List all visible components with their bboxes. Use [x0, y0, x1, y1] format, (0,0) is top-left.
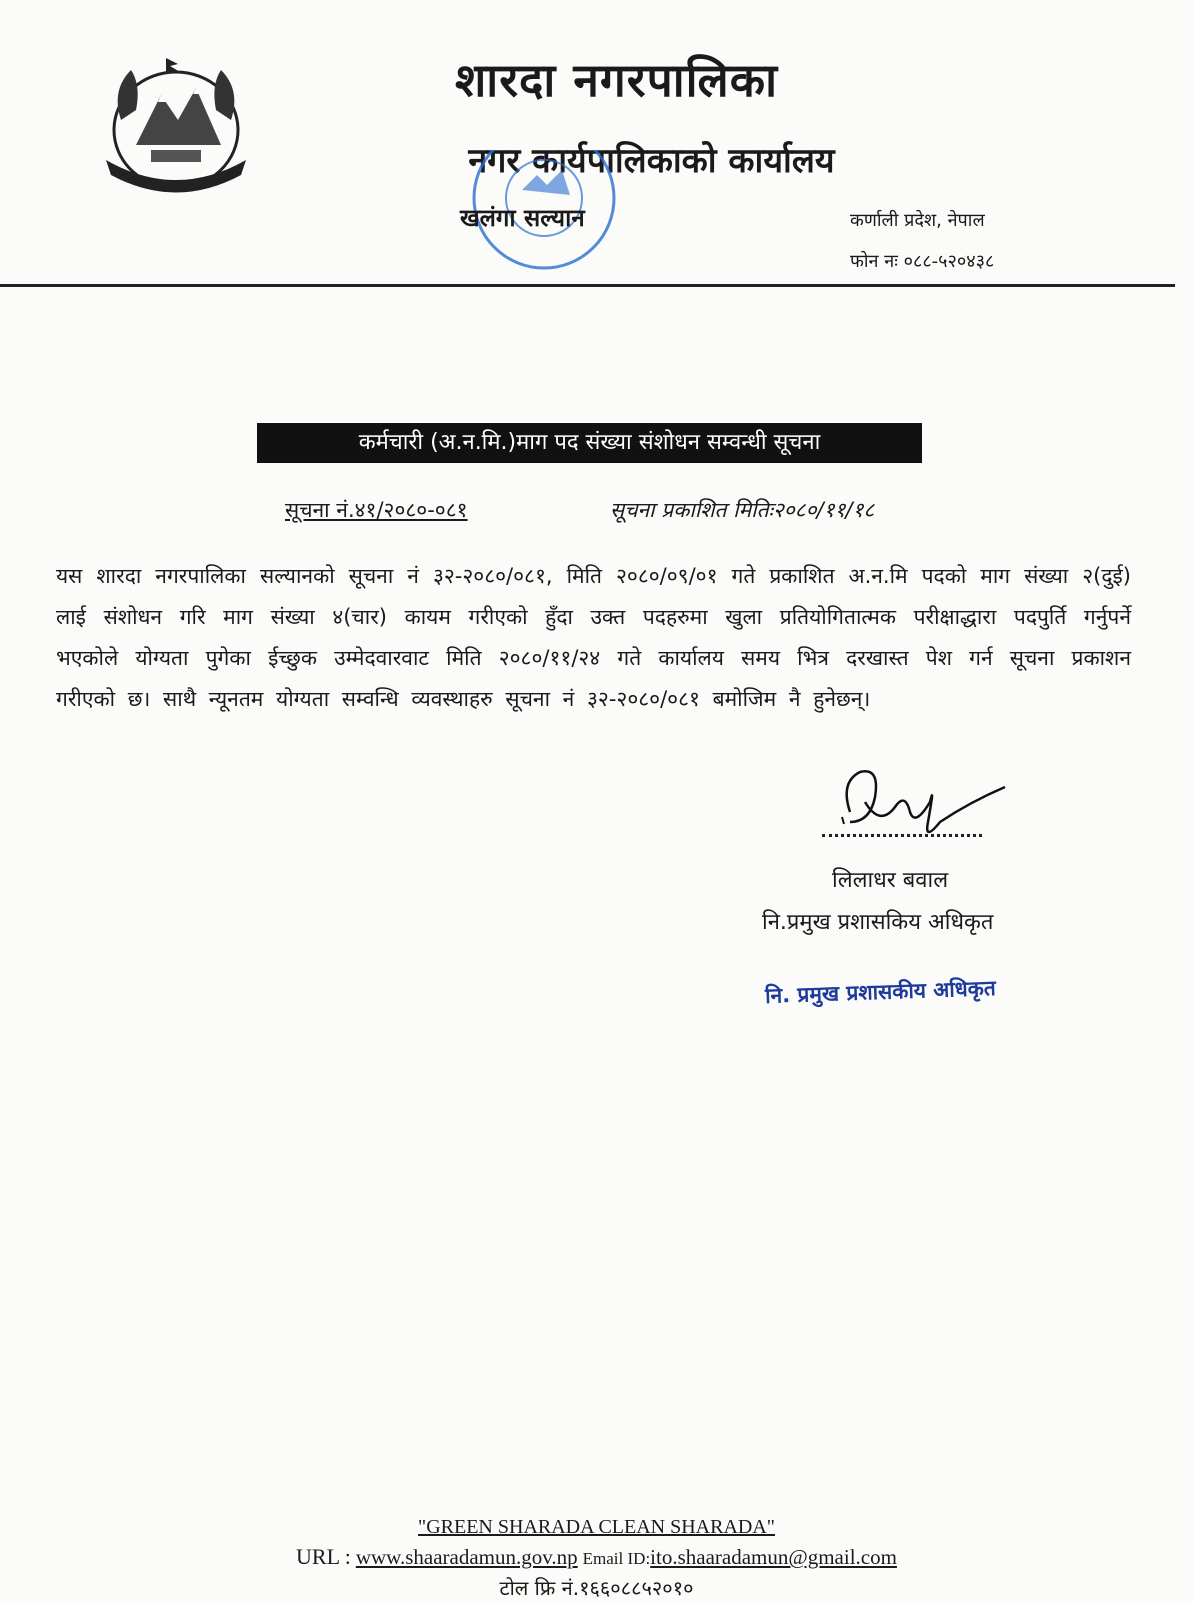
notice-subject: कर्मचारी (अ.न.मि.)माग पद संख्या संशोधन सम्वन्धी सूचना [257, 423, 922, 463]
office-title: नगर कार्यपालिकाको कार्यालय [468, 141, 835, 181]
phone-text: फोन नः ०८८-५२०४३८ [850, 251, 995, 272]
province-text: कर्णाली प्रदेश, नेपाल [850, 210, 985, 231]
notice-published-date: सूचना प्रकाशित मितिः२०८०/११/१८ [610, 498, 875, 522]
notice-number: सूचना नं.४१/२०८०-०८१ [285, 498, 468, 522]
url-label: URL : [296, 1544, 351, 1569]
notice-body: यस शारदा नगरपालिका सल्यानको सूचना नं ३२-२०८०/०८१, मिति २०८०/०९/०१ गते प्रकाशित अ.न.मि पदको माग संख्या २(दुई) लाई संशोधन गरि माग संख्या ४(चार) कायम गरीएको हुँदा उक्त पदहरुमा खुला प्रतियोगितात्मक परीक्षाद्धारा पदपुर्ति गर्नुपर्ने भएकोले योग्यता पुगेका ईच्छुक उम्मेदवारवाट मिति २०८०/११/२४ गते कार्यालय समय भित्र दरखास्त पेश गर्न सूचना प्रकाशन गरीएको छ। साथै न्यूनतम योग्यता सम्वन्धि व्यवस्थाहरु सूचना नं ३२-२०८०/०८१ बमोजिम नै हुनेछन्। [56, 564, 1131, 711]
handwritten-signature [820, 762, 1040, 862]
office-location: खलंगा सल्यान [460, 204, 585, 232]
email-link[interactable]: ito.shaaradamun@gmail.com [650, 1545, 897, 1569]
tollfree-number: टोल फ्रि नं.१६६०८८५२०१० [499, 1576, 694, 1600]
signatory-name: लिलाधर बवाल [832, 868, 949, 893]
footer-slogan: "GREEN SHARADA CLEAN SHARADA" [418, 1516, 775, 1538]
header-divider [0, 284, 1175, 287]
designation-stamp: नि. प्रमुख प्रशासकीय अधिकृत [764, 975, 997, 1009]
website-link[interactable]: www.shaaradamun.gov.np [355, 1545, 578, 1569]
signature-line [822, 834, 982, 837]
footer-contact [0, 1544, 1193, 1570]
municipality-title: शारदा नगरपालिका [455, 53, 778, 107]
signatory-designation: नि.प्रमुख प्रशासकिय अधिकृत [762, 910, 994, 935]
email-label: Email ID: [582, 1549, 651, 1568]
